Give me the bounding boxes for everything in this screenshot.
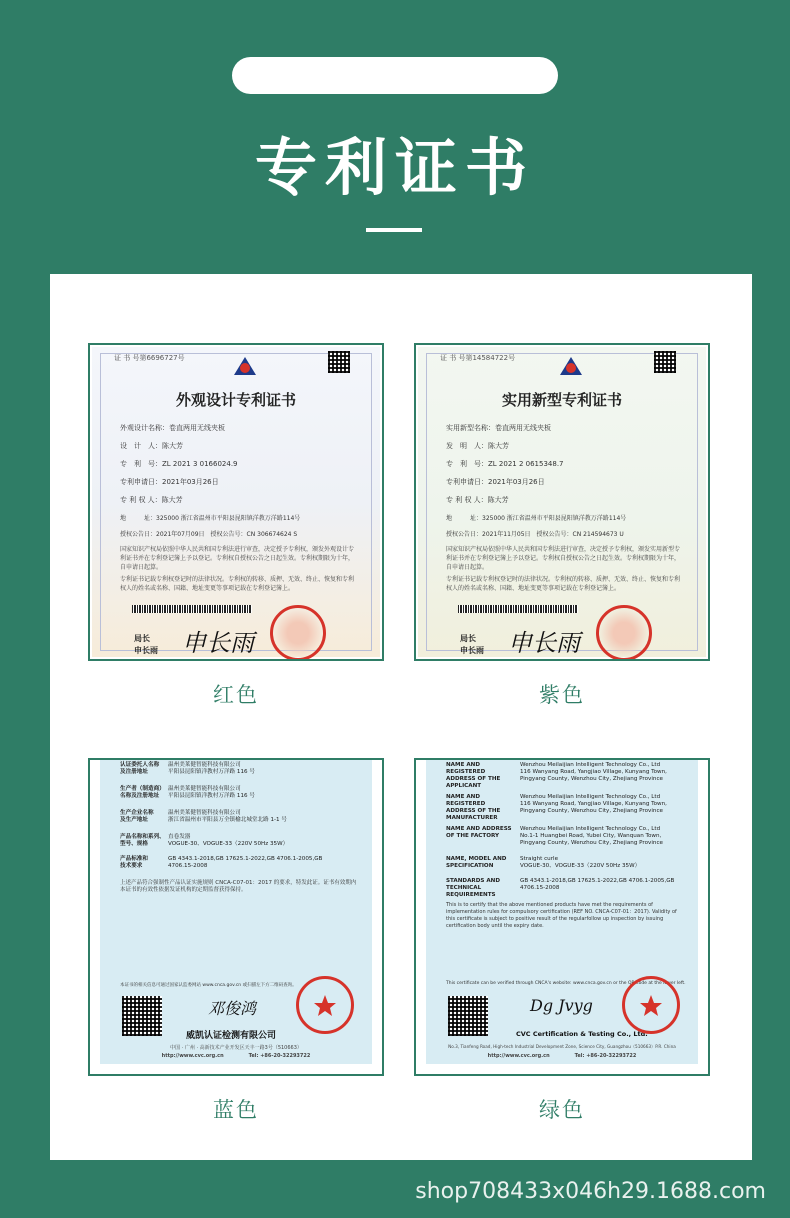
certificate-field: 认证委托人名称 及注册地址温州美莱健智能科技有限公司 平阳县昆阳镇洋教村万洋路 116 号 bbox=[120, 762, 255, 775]
certificate-card-purple[interactable] bbox=[414, 343, 710, 661]
signature: 申长雨 bbox=[182, 629, 254, 657]
issuer-address: 中国 · 广州 · 高新技术产业开发区天丰一路3号（510663） bbox=[170, 1045, 302, 1051]
ccc-certificate bbox=[100, 760, 372, 1064]
issuer-address: No.3, Tianfeng Road, High-tech Industrial Development Zone, Science City, Guangzhou（510663）P.R. China bbox=[448, 1044, 676, 1049]
signature: Dg Jvyg bbox=[530, 996, 593, 1015]
certificate-field: 地 址：325000 浙江省温州市平阳县昆阳镇洋教万洋路114号 bbox=[446, 515, 627, 522]
signer-title: 局长 bbox=[460, 634, 476, 643]
issuer-name: CVC Certification & Testing Co., Ltd. bbox=[516, 1030, 648, 1038]
certificate-title: 实用新型专利证书 bbox=[501, 391, 622, 409]
certificate-field: 专 利 权 人：陈大芳 bbox=[446, 496, 509, 504]
verification-note: 本证书的相关信息可通过国家认监委网站 www.cnca.gov.cn 或扫描左下方二维码查询。 bbox=[120, 983, 297, 988]
certificate-field: NAME AND REGISTERED ADDRESS OF THE APPLICANTWenzhou Meilaijian Intelligent Technology Co., Ltd 116 Wanyang Road, Yangjiao Village, Kunyang Town, Pingyang County, Wenzhou City, Zhejiang Province bbox=[446, 762, 667, 789]
certificate-field: 专利申请日：2021年03月26日 bbox=[120, 478, 219, 486]
certificate-paragraph: 上述产品符合强制性产品认证实施规则 CNCA-C07-01：2017 的要求，特发此证。证书有效期内本证书的有效性依据发证机构的定期监督获得保持。 bbox=[120, 880, 357, 893]
certificate-card-blue[interactable] bbox=[88, 758, 384, 1076]
certificate-field: 授权公告日：2021年07月09日 授权公告号：CN 306674624 S bbox=[120, 531, 298, 538]
card-caption: 绿色 bbox=[539, 1098, 585, 1122]
certificate-field: NAME AND REGISTERED ADDRESS OF THE MANUFACTURERWenzhou Meilaijian Intelligent Technology Co., Ltd 116 Wanyang Road, Yangjiao Village, Kunyang Town, Pingyang County, Wenzhou City, Zhejiang Province bbox=[446, 794, 667, 821]
barcode bbox=[132, 605, 252, 613]
certificate-field: 专利申请日：2021年03月26日 bbox=[446, 478, 545, 486]
certificate-field: NAME, MODEL AND SPECIFICATIONStraight curle VOGUE-30、VOGUE-33（220V 50Hz 35W） bbox=[446, 856, 641, 869]
certificate-field: 产品名称和系列、 型号、规格直卷发器 VOGUE-30、VOGUE-33（220V 50Hz 35W） bbox=[120, 834, 289, 847]
certificate-field: 产品标准和 技术要求GB 4343.1-2018,GB 17625.1-2022,GB 4706.1-2005,GB 4706.15-2008 bbox=[120, 856, 323, 869]
certificate-paragraph: 专利证书记载专利权登记时的法律状况。专利权的转移、质押、无效、终止、恢复和专利权人的姓名或名称、国籍、地址变更等事项记载在专利登记簿上。 bbox=[120, 576, 355, 592]
certificate-field: 地 址：325000 浙江省温州市平阳县昆阳镇洋教万洋路114号 bbox=[120, 515, 301, 522]
cnipa-emblem-icon bbox=[558, 355, 584, 377]
verification-note: This certificate can be verified through CNCA's website: www.cnca.gov.cn or the QR code at the lower left. bbox=[446, 981, 686, 986]
certificate-field: 专 利 号：ZL 2021 2 0615348.7 bbox=[446, 460, 564, 468]
card-caption: 紫色 bbox=[539, 683, 585, 707]
shop-watermark: shop708433x046h29.1688.com bbox=[415, 1179, 766, 1204]
certificate-paragraph: 专利证书记载专利权登记时的法律状况。专利权的转移、质押、无效、终止、恢复和专利权人的姓名或名称、国籍、地址变更等事项记载在专利登记簿上。 bbox=[446, 576, 681, 592]
certificate-field: 授权公告日：2021年11月05日 授权公告号：CN 214594673 U bbox=[446, 531, 624, 538]
certificate-field: 专 利 号：ZL 2021 3 0166024.9 bbox=[120, 460, 238, 468]
certificate-field: 发 明 人：陈大芳 bbox=[446, 442, 509, 450]
title-underline bbox=[366, 228, 422, 232]
certificate-field: 实用新型名称：卷直两用无线夹板 bbox=[446, 424, 551, 432]
certification-seal-icon bbox=[296, 976, 354, 1034]
ccc-certificate bbox=[426, 760, 698, 1064]
signer-title: 局长 bbox=[134, 634, 150, 643]
certificate-number: 证 书 号第14584722号 bbox=[440, 354, 516, 362]
certificate-paragraph: 国家知识产权局依照中华人民共和国专利法进行审查，决定授予专利权，颁发外观设计专利证书并在专利登记簿上予以登记。专利权自授权公告之日起生效。专利权期限为十年，自申请日起算。 bbox=[120, 546, 355, 571]
certificate-paragraph: This is to certify that the above mentioned products have met the requirements of implementation rules for compulsory certification (REF NO. CNCA-C07-01：2017). Validity of this certificate is subject to positive result of the regularfollow up inspection by issuing certification body until the expiry date. bbox=[446, 902, 677, 929]
qr-code-icon bbox=[654, 351, 676, 373]
certificate-number: 证 书 号第6696727号 bbox=[114, 354, 185, 362]
card-caption: 红色 bbox=[213, 683, 259, 707]
signer-name: 申长雨 bbox=[460, 646, 484, 655]
qr-code-icon bbox=[448, 996, 488, 1036]
cnipa-emblem-icon bbox=[232, 355, 258, 377]
certification-seal-icon bbox=[622, 976, 680, 1034]
signer-name: 申长雨 bbox=[134, 646, 158, 655]
certificate-panel bbox=[50, 274, 752, 1160]
certificate-field: NAME AND ADDRESS OF THE FACTORYWenzhou Meilaijian Intelligent Technology Co., Ltd No.1-1 Huangbei Road, Yubei City, Wanquan Town, Pingyang County, Wenzhou City, Zhejiang Province bbox=[446, 826, 663, 846]
page-title: 专利证书 bbox=[254, 131, 535, 204]
certificate-field: 生产者（制造商） 名称及注册地址温州美莱健智能科技有限公司 平阳县昆阳镇洋教村万洋路 116 号 bbox=[120, 786, 255, 799]
official-seal-icon bbox=[270, 605, 326, 661]
official-seal-icon bbox=[596, 605, 652, 661]
issuer-name: 威凯认证检测有限公司 bbox=[186, 1031, 277, 1041]
signature: 申长雨 bbox=[508, 629, 580, 657]
signature: 邓俊鸿 bbox=[208, 999, 257, 1018]
qr-code-icon bbox=[122, 996, 162, 1036]
certificate-card-green[interactable] bbox=[414, 758, 710, 1076]
certificate-field: 外观设计名称：卷直两用无线夹板 bbox=[120, 424, 225, 432]
top-pill-decoration bbox=[232, 57, 558, 94]
card-caption: 蓝色 bbox=[213, 1098, 259, 1122]
star-icon bbox=[299, 979, 351, 1031]
certificate-card-red[interactable] bbox=[88, 343, 384, 661]
certificate-field: 专 利 权 人：陈大芳 bbox=[120, 496, 183, 504]
certificate-paragraph: 国家知识产权局依照中华人民共和国专利法进行审查，决定授予专利权，颁发实用新型专利证书并在专利登记簿上予以登记。专利权自授权公告之日起生效。专利权期限为十年，自申请日起算。 bbox=[446, 546, 681, 571]
patent-certificate bbox=[92, 347, 380, 657]
qr-code-icon bbox=[328, 351, 350, 373]
issuer-contact: http://www.cvc.org.cn Tel: +86-20-32293722 bbox=[161, 1053, 311, 1059]
star-icon bbox=[625, 979, 677, 1031]
certificate-field: 设 计 人：陈大芳 bbox=[120, 442, 183, 450]
barcode bbox=[458, 605, 578, 613]
certificate-field: 生产企业名称 及生产地址温州美莱健智能科技有限公司 浙江省温州市平阳县万全镇榆北城堂北路 1-1 号 bbox=[120, 810, 287, 823]
certificate-title: 外观设计专利证书 bbox=[175, 391, 296, 409]
certificate-field: STANDARDS AND TECHNICAL REQUIREMENTSGB 4343.1-2018,GB 17625.1-2022,GB 4706.1-2005,GB 4706.15-2008 bbox=[446, 878, 675, 898]
patent-certificate bbox=[418, 347, 706, 657]
issuer-contact: http://www.cvc.org.cn Tel: +86-20-32293722 bbox=[487, 1053, 637, 1059]
